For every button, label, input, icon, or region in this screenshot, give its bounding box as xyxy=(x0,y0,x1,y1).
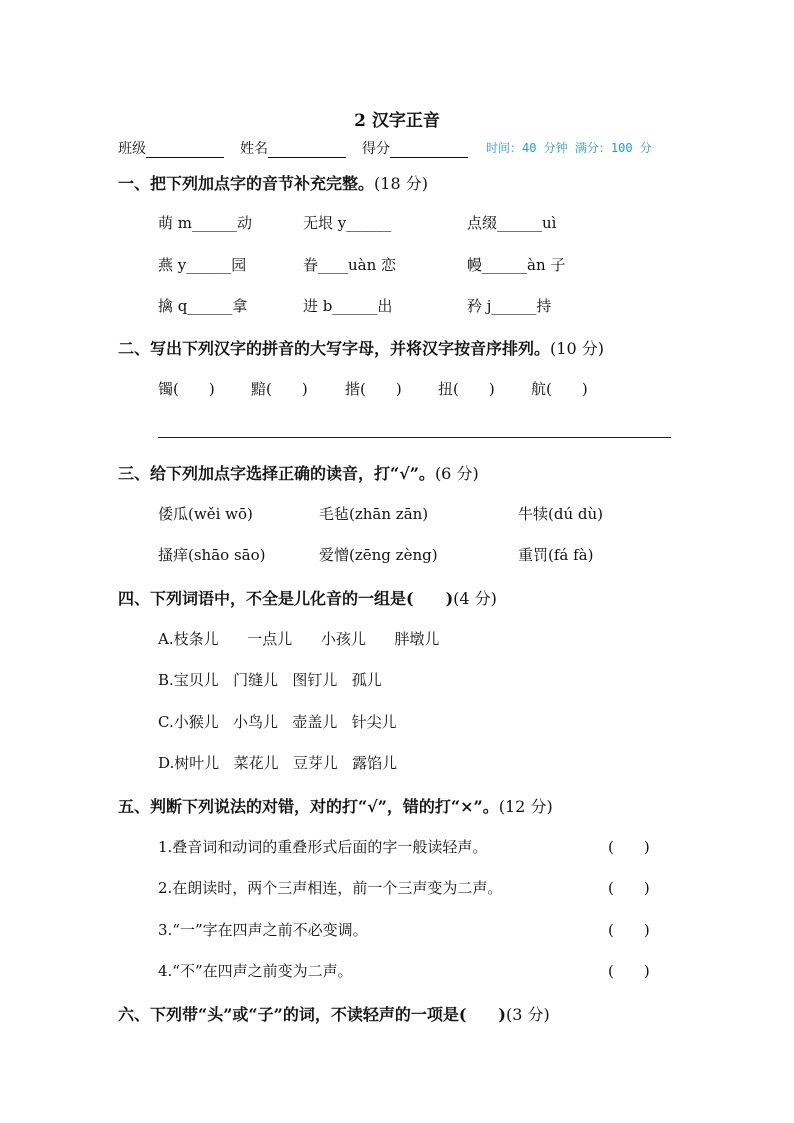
section-2-score: (10 分) xyxy=(550,339,604,358)
s4-option-c: C.小猴儿 小鸟儿 壶盖儿 针尖儿 xyxy=(158,713,397,731)
s3-item: 倭瓜(wěi wō) xyxy=(158,505,253,523)
s3-item: 爱憎(zēng zèng) xyxy=(319,546,438,564)
page-title: 2 汉字正音 xyxy=(354,111,440,131)
section-1-title: 一、把下列加点字的音节补充完整。 xyxy=(118,174,375,193)
s4-option-b: B.宝贝儿 门缝儿 图钉儿 孤儿 xyxy=(158,671,382,689)
s2-item: 航( ) xyxy=(531,380,588,398)
s5-answer-bracket: ( ) xyxy=(608,921,650,939)
s1-item: 擒 q______拿 xyxy=(158,297,248,315)
section-6-title: 六、下列带“头”或“子”的词，不读轻声的一项是( ) xyxy=(118,1005,506,1024)
s3-item: 牛犊(dú dù) xyxy=(518,505,603,523)
score-blank xyxy=(390,143,468,158)
name-label: 姓名 xyxy=(240,141,268,157)
s5-statement: 2.在朗读时，两个三声相连，前一个三声变为二声。 xyxy=(158,879,503,897)
s2-item: 扭( ) xyxy=(438,380,495,398)
class-field xyxy=(118,138,234,158)
s3-item: 毛毡(zhān zān) xyxy=(319,505,429,523)
section-5-title: 五、判断下列说法的对错，对的打“√”，错的打“×”。 xyxy=(118,797,499,816)
s4-option-d: D.树叶儿 菜花儿 豆芽儿 露馅儿 xyxy=(158,754,398,772)
section-4-score: (4 分) xyxy=(453,589,497,608)
time-info: 时间：40 分钟 满分：100 分 xyxy=(486,141,652,155)
s5-statement: 3.“一”字在四声之前不必变调。 xyxy=(158,921,368,939)
name-field xyxy=(240,138,356,158)
s5-answer-bracket: ( ) xyxy=(608,838,650,856)
s1-item: 萌 m______动 xyxy=(158,214,252,232)
class-blank xyxy=(146,143,224,158)
s5-statement: 4.“不”在四声之前变为二声。 xyxy=(158,962,353,980)
section-6-score: (3 分) xyxy=(505,1005,550,1024)
section-2-heading xyxy=(118,336,604,359)
section-3-title: 三、给下列加点字选择正确的读音，打“√”。 xyxy=(118,464,435,483)
score-label: 得分 xyxy=(362,141,390,157)
section-4-title: 四、下列词语中，不全是儿化音的一组是( ) xyxy=(118,589,454,608)
section-5-heading xyxy=(118,794,553,817)
s2-item: 镯( ) xyxy=(158,380,215,398)
section-5-score: (12 分) xyxy=(498,797,553,816)
s5-answer-bracket: ( ) xyxy=(608,962,650,980)
section-2-title: 二、写出下列汉字的拼音的大写字母，并将汉字按音序排列。 xyxy=(118,339,551,358)
s5-statement: 1.叠音词和动词的重叠形式后面的字一般读轻声。 xyxy=(158,838,488,856)
s3-item: 搔痒(shāo sāo) xyxy=(158,546,266,564)
section-1-score: (18 分) xyxy=(374,174,428,193)
s1-item: 燕 y______园 xyxy=(158,256,247,274)
s4-option-a: A.枝条儿 一点儿 小孩儿 胖墩儿 xyxy=(158,630,440,648)
s1-item: 眷____uàn 恋 xyxy=(303,256,397,274)
section-3-heading xyxy=(118,461,479,484)
s2-item: 揩( ) xyxy=(345,380,402,398)
name-blank xyxy=(268,143,346,158)
section-4-heading xyxy=(118,586,497,609)
class-label: 班级 xyxy=(118,141,146,157)
s1-item: 幔______àn 子 xyxy=(467,256,566,274)
section-1-heading xyxy=(118,171,428,194)
s3-item: 重罚(fá fà) xyxy=(518,546,594,564)
s1-item: 点缀______uì xyxy=(467,214,557,232)
answer-line xyxy=(158,437,671,438)
section-6-heading xyxy=(118,1002,550,1025)
s1-item: 无垠 y______ xyxy=(303,214,392,232)
s5-answer-bracket: ( ) xyxy=(608,879,650,897)
score-field xyxy=(362,138,478,158)
s1-item: 矜 j______持 xyxy=(467,297,552,315)
s1-item: 进 b______出 xyxy=(303,297,393,315)
s2-item: 黯( ) xyxy=(251,380,308,398)
section-3-score: (6 分) xyxy=(434,464,479,483)
